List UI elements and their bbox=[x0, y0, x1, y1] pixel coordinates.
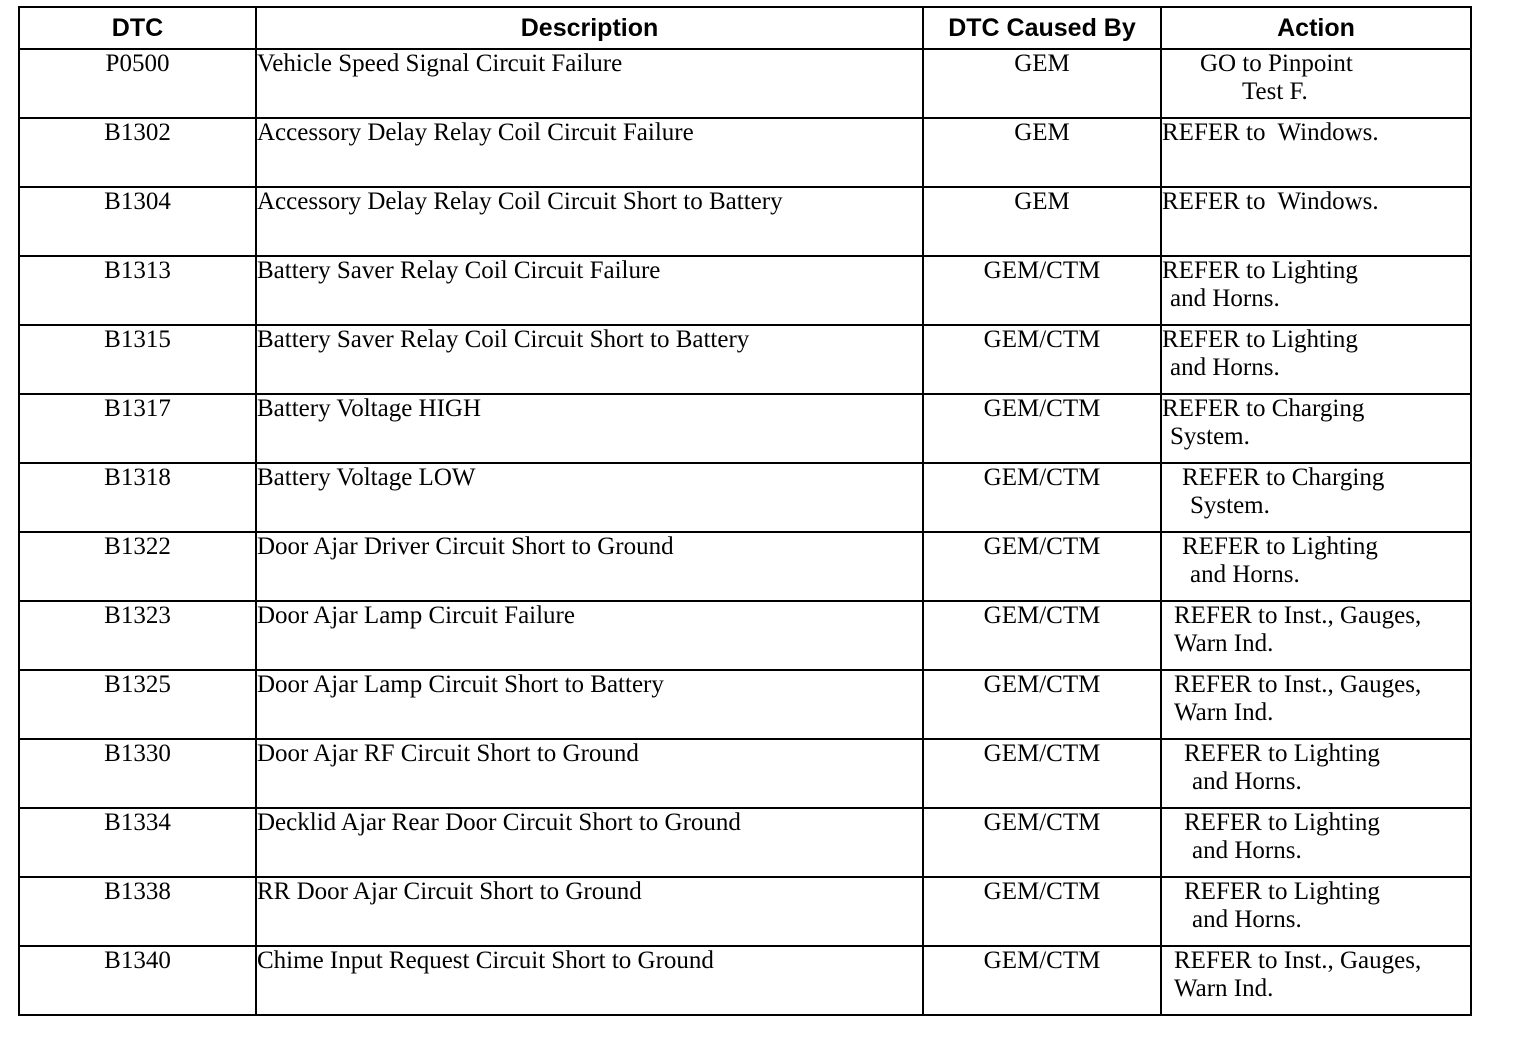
cell-dtc: B1322 bbox=[19, 532, 256, 601]
table-row bbox=[19, 739, 1471, 808]
cell-action bbox=[1161, 118, 1471, 187]
cell-caused-by: GEM/CTM bbox=[923, 670, 1161, 739]
header-dtc: DTC bbox=[19, 7, 256, 49]
action-line-1: REFER to Charging bbox=[1182, 464, 1385, 491]
header-description: Description bbox=[256, 7, 923, 49]
cell-dtc: B1330 bbox=[19, 739, 256, 808]
action-line-2: System. bbox=[1170, 423, 1250, 450]
cell-action bbox=[1161, 49, 1471, 118]
cell-dtc: B1325 bbox=[19, 670, 256, 739]
cell-description: Door Ajar RF Circuit Short to Ground bbox=[256, 739, 923, 808]
action-line-1: REFER to Lighting bbox=[1182, 533, 1378, 560]
cell-dtc: B1302 bbox=[19, 118, 256, 187]
header-action: Action bbox=[1161, 7, 1471, 49]
cell-action bbox=[1161, 670, 1471, 739]
cell-caused-by: GEM bbox=[923, 49, 1161, 118]
cell-action bbox=[1161, 394, 1471, 463]
cell-description: Battery Saver Relay Coil Circuit Failure bbox=[256, 256, 923, 325]
cell-caused-by: GEM/CTM bbox=[923, 463, 1161, 532]
table-body bbox=[19, 49, 1471, 1015]
header-caused-by: DTC Caused By bbox=[923, 7, 1161, 49]
dtc-table bbox=[18, 6, 1472, 1016]
table-row bbox=[19, 601, 1471, 670]
action-line-2: System. bbox=[1190, 492, 1270, 519]
action-line-2: and Horns. bbox=[1190, 561, 1300, 588]
cell-caused-by: GEM/CTM bbox=[923, 256, 1161, 325]
action-line-1: REFER to Lighting bbox=[1184, 878, 1380, 905]
cell-action bbox=[1161, 187, 1471, 256]
action-line-2: Test F. bbox=[1242, 78, 1308, 105]
table-row bbox=[19, 187, 1471, 256]
action-line-1: REFER to Windows. bbox=[1162, 188, 1379, 215]
cell-dtc: B1338 bbox=[19, 877, 256, 946]
cell-dtc: B1315 bbox=[19, 325, 256, 394]
cell-description: Battery Saver Relay Coil Circuit Short to Battery bbox=[256, 325, 923, 394]
cell-description: Decklid Ajar Rear Door Circuit Short to Ground bbox=[256, 808, 923, 877]
action-line-1: REFER to Lighting bbox=[1184, 809, 1380, 836]
action-line-1: REFER to Windows. bbox=[1162, 119, 1379, 146]
table-row bbox=[19, 118, 1471, 187]
cell-description: Door Ajar Lamp Circuit Short to Battery bbox=[256, 670, 923, 739]
action-line-2: and Horns. bbox=[1170, 285, 1280, 312]
table-row bbox=[19, 256, 1471, 325]
cell-caused-by: GEM bbox=[923, 118, 1161, 187]
cell-action bbox=[1161, 601, 1471, 670]
cell-dtc: B1318 bbox=[19, 463, 256, 532]
table-row bbox=[19, 325, 1471, 394]
cell-dtc: B1313 bbox=[19, 256, 256, 325]
action-line-1: REFER to Inst., Gauges, bbox=[1174, 947, 1422, 974]
table-header-row bbox=[19, 7, 1471, 49]
action-line-1: REFER to Inst., Gauges, bbox=[1174, 602, 1422, 629]
cell-action bbox=[1161, 877, 1471, 946]
action-line-2: Warn Ind. bbox=[1174, 630, 1274, 657]
action-line-2: Warn Ind. bbox=[1174, 699, 1274, 726]
cell-action bbox=[1161, 808, 1471, 877]
cell-action bbox=[1161, 325, 1471, 394]
cell-caused-by: GEM/CTM bbox=[923, 808, 1161, 877]
table-row bbox=[19, 808, 1471, 877]
action-line-1: REFER to Lighting bbox=[1184, 740, 1380, 767]
cell-description: Vehicle Speed Signal Circuit Failure bbox=[256, 49, 923, 118]
action-line-2: Warn Ind. bbox=[1174, 975, 1274, 1002]
cell-description: Door Ajar Driver Circuit Short to Ground bbox=[256, 532, 923, 601]
cell-description: Chime Input Request Circuit Short to Ground bbox=[256, 946, 923, 1015]
action-line-2: and Horns. bbox=[1192, 837, 1302, 864]
action-line-2: and Horns. bbox=[1192, 768, 1302, 795]
cell-description: Battery Voltage LOW bbox=[256, 463, 923, 532]
action-line-1: REFER to Lighting bbox=[1162, 257, 1358, 284]
table-row bbox=[19, 670, 1471, 739]
action-line-2: and Horns. bbox=[1170, 354, 1280, 381]
cell-caused-by: GEM/CTM bbox=[923, 946, 1161, 1015]
cell-action bbox=[1161, 946, 1471, 1015]
cell-description: Accessory Delay Relay Coil Circuit Short to Battery bbox=[256, 187, 923, 256]
cell-caused-by: GEM/CTM bbox=[923, 394, 1161, 463]
cell-dtc: B1340 bbox=[19, 946, 256, 1015]
cell-dtc: B1317 bbox=[19, 394, 256, 463]
table-row bbox=[19, 532, 1471, 601]
cell-caused-by: GEM/CTM bbox=[923, 739, 1161, 808]
cell-action bbox=[1161, 463, 1471, 532]
cell-caused-by: GEM/CTM bbox=[923, 325, 1161, 394]
cell-description: Accessory Delay Relay Coil Circuit Failure bbox=[256, 118, 923, 187]
table-row bbox=[19, 49, 1471, 118]
cell-caused-by: GEM/CTM bbox=[923, 601, 1161, 670]
cell-caused-by: GEM/CTM bbox=[923, 532, 1161, 601]
table-row bbox=[19, 394, 1471, 463]
cell-caused-by: GEM/CTM bbox=[923, 877, 1161, 946]
action-line-1: REFER to Inst., Gauges, bbox=[1174, 671, 1422, 698]
cell-action bbox=[1161, 532, 1471, 601]
cell-description: Battery Voltage HIGH bbox=[256, 394, 923, 463]
action-line-1: REFER to Lighting bbox=[1162, 326, 1358, 353]
cell-description: Door Ajar Lamp Circuit Failure bbox=[256, 601, 923, 670]
cell-dtc: B1334 bbox=[19, 808, 256, 877]
action-line-1: REFER to Charging bbox=[1162, 395, 1365, 422]
cell-dtc: P0500 bbox=[19, 49, 256, 118]
cell-action bbox=[1161, 256, 1471, 325]
cell-description: RR Door Ajar Circuit Short to Ground bbox=[256, 877, 923, 946]
cell-dtc: B1323 bbox=[19, 601, 256, 670]
action-line-2: and Horns. bbox=[1192, 906, 1302, 933]
cell-caused-by: GEM bbox=[923, 187, 1161, 256]
table-row bbox=[19, 946, 1471, 1015]
table-row bbox=[19, 463, 1471, 532]
cell-dtc: B1304 bbox=[19, 187, 256, 256]
table-row bbox=[19, 877, 1471, 946]
action-line-1: GO to Pinpoint bbox=[1200, 50, 1353, 77]
cell-action bbox=[1161, 739, 1471, 808]
